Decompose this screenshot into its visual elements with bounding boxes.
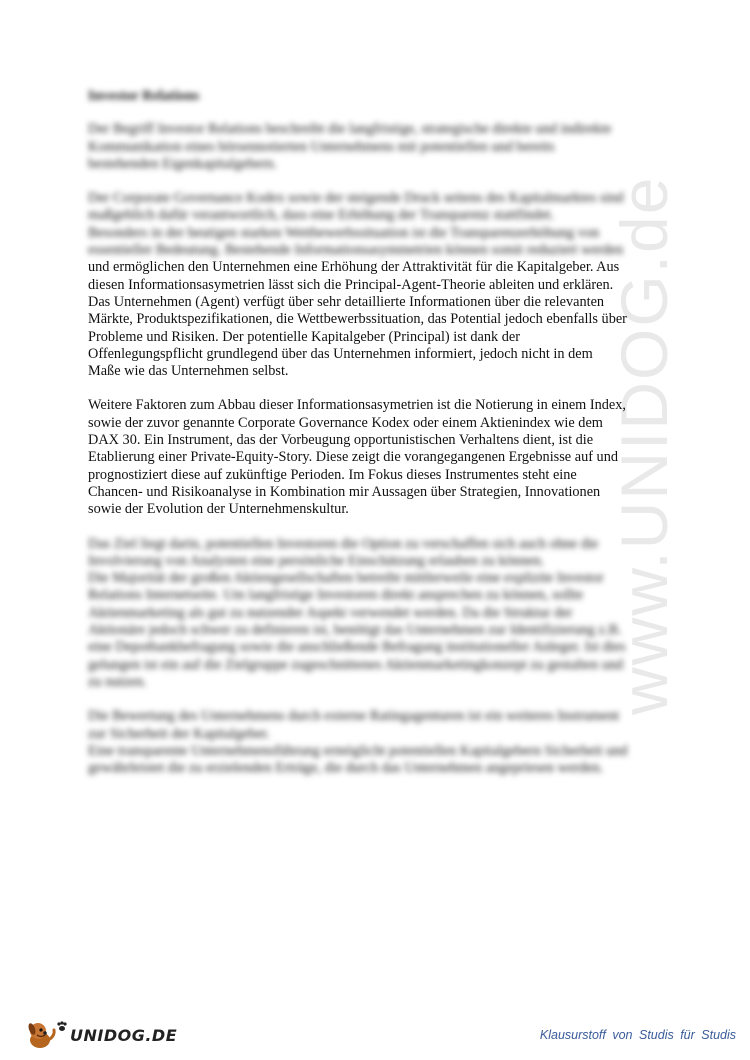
paw-icon — [56, 1021, 68, 1033]
text-line: Kommunikation eines börsennotierten Unternehmens mit potentiellen und bereits — [88, 138, 555, 155]
text-line: Relations Internetseite. Um langfristige Investoren direkt ansprechen zu können, sollte — [88, 587, 584, 604]
text-line: Aktionäre jedoch schwer zu definieren ist, benötigt das Unternehmen zur Identifizierung z.B. — [88, 622, 622, 639]
text-line: prognostiziert diese auf zukünftige Perioden. Im Fokus dieses Instrumentes steht eine — [88, 466, 577, 483]
paragraph-p3 — [88, 397, 664, 518]
text-line: Offenlegungspflicht grundlegend über das Unternehmen informiert, jedoch nicht in dem — [88, 345, 593, 362]
text-line: Die Majorität der großen Aktiengesellschaften betreibt mittlerweile eine explizite Investor — [88, 570, 604, 587]
text-line: zu nutzen. — [88, 673, 147, 690]
text-line: eine Depotbankbefragung sowie die anschließende Befragung institutioneller Anleger. Ist dies — [88, 639, 626, 656]
document-body — [88, 121, 664, 777]
text-line: gewährleistet die zu erzielenden Erträge, die durch das Unternehmen angepriesen werden. — [88, 760, 604, 777]
paragraph-p1 — [88, 121, 664, 173]
paragraph-p4 — [88, 536, 664, 692]
paragraph-p2 — [88, 190, 664, 380]
text-line: sowie der Evolution der Unternehmenskultur. — [88, 501, 349, 518]
document-title: Investor Relations — [88, 88, 200, 104]
footer-slogan: Klausurstoff von Studis für Studis — [539, 1028, 736, 1042]
document-content — [88, 88, 664, 794]
text-line: diesen Informationsasymetrien lässt sich die Principal-Agent-Theorie ableiten und erklären. — [88, 276, 614, 293]
text-line: Probleme und Risiken. Der potentielle Kapitalgeber (Principal) ist dank der — [88, 328, 520, 345]
dog-mascot-icon — [24, 1018, 58, 1052]
paragraph-p5 — [88, 708, 664, 777]
text-line: Aktienmarketing als gut zu nutzender Aspekt verwendet werden. Da die Struktur der — [88, 604, 573, 621]
text-line: und ermöglichen den Unternehmen eine Erhöhung der Attraktivität für die Kapitalgeber. Aus — [88, 259, 620, 276]
text-line: Eine transparente Unternehmensführung ermöglicht potentiellen Kapitalgebern Sicherheit und — [88, 742, 628, 759]
text-line: sowie der zuvor genannte Corporate Governance Kodex oder einem Aktienindex wie dem — [88, 414, 603, 431]
unidog-logo[interactable] — [24, 1018, 177, 1052]
text-line: bestehenden Eigenkapitalgebern. — [88, 155, 277, 172]
watermark: www.UNIDOG.de — [607, 175, 681, 715]
text-line: Der Corporate Governance Kodex sowie der steigende Druck seitens des Kapitalmarktes sind — [88, 190, 624, 207]
text-line: Das Unternehmen (Agent) verfügt über sehr detaillierte Informationen über die relevanten — [88, 293, 605, 310]
text-line: gelungen ist ein auf die Zielgruppe zugeschnittenes Aktienmarketingkonzept zu gestalten und — [88, 656, 624, 673]
text-line: Märkte, Produktspezifikationen, die Wettbewerbssituation, das Potential jedoch ebenfalls über — [88, 311, 627, 328]
text-line: DAX 30. Ein Instrument, das der Vorbeugung opportunistischen Verhaltens dient, ist die — [88, 432, 594, 449]
text-line: Besonders in der heutigen starken Wettbewerbssituation ist die Transparenzerhöhung von — [88, 224, 600, 241]
text-line: Weitere Faktoren zum Abbau dieser Informationsasymetrien ist die Notierung in einem Index, — [88, 397, 627, 414]
text-line: essentieller Bedeutung. Bestehende Informationsasymmetrien können somit reduziert werden — [88, 242, 624, 259]
text-line: Das Ziel liegt darin, potentiellen Investoren die Option zu verschaffen sich auch ohne die — [88, 535, 599, 552]
text-line: Maße wie das Unternehmen selbst. — [88, 363, 289, 380]
text-line: maßgeblich dafür verantwortlich, dass eine Erhöhung der Transparenz stattfindet. — [88, 207, 555, 224]
text-line: Chancen- und Risikoanalyse in Kombination mir Aussagen über Strategien, Innovationen — [88, 483, 601, 500]
text-line: Der Begriff Investor Relations beschreibt die langfristige, strategische direkte und indirekte — [88, 121, 612, 138]
logo-text: UNIDOG.DE — [70, 1025, 178, 1045]
text-line: zur Sicherheit der Kapitalgeber. — [88, 725, 270, 742]
text-line: Etablierung einer Private-Equity-Story. Diese zeigt die vorangegangenen Ergebnisse auf und — [88, 449, 619, 466]
text-line: Die Bewertung des Unternehmens durch externe Ratingagenturen ist ein weiteres Instrument — [88, 708, 620, 725]
text-line: Involvierung von Analysten eine persönliche Einschätzung erlauben zu können. — [88, 552, 545, 569]
